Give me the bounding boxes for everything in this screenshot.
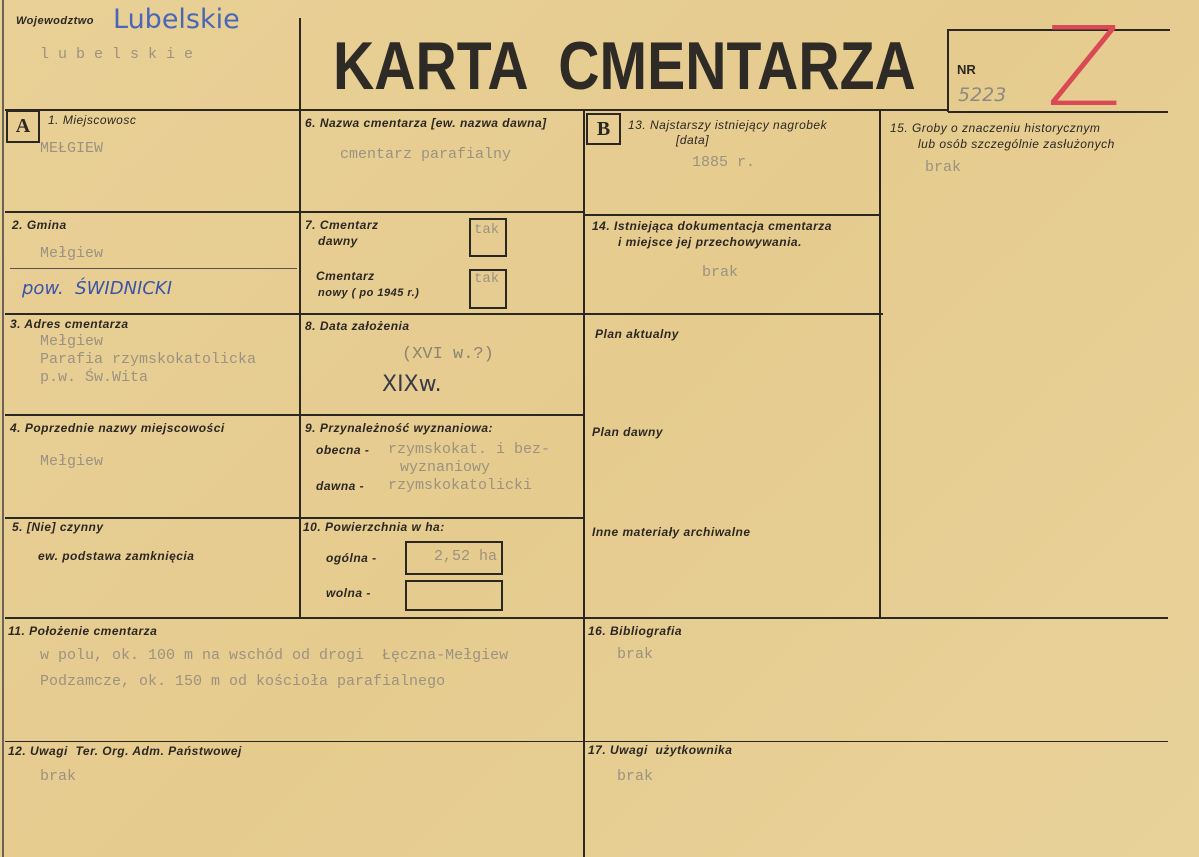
page-title: KARTA CMENTARZA <box>333 28 916 104</box>
field-16-label: 16. Bibliografia <box>588 624 683 638</box>
other-materials-label: Inne materiały archiwalne <box>592 525 751 539</box>
field-2-label: 2. Gmina <box>12 218 67 232</box>
plan-current-label: Plan aktualny <box>595 327 679 341</box>
field-4-value: Mełgiew <box>40 453 104 470</box>
divider <box>5 517 583 519</box>
field-11-line: Podzamcze, ok. 150 m od kościoła parafialnego <box>40 673 446 690</box>
divider <box>5 211 583 213</box>
divider <box>5 617 1168 619</box>
section-a-badge: A <box>6 110 40 143</box>
field-9-current-value2: wyznaniowy <box>400 459 491 476</box>
field-13-label2: [data] <box>676 133 710 147</box>
field-11-line: w polu, ok. 100 m na wschód od drogi Łęczna-Mełgiew <box>40 647 509 664</box>
field-8-handwritten: XIXw. <box>382 372 442 397</box>
divider <box>10 268 297 269</box>
field-3-label: 3. Adres cmentarza <box>10 317 129 331</box>
field-12-label: 12. Uwagi Ter. Org. Adm. Państwowej <box>8 744 242 758</box>
field-8-typed: (XVI w.?) <box>402 345 494 364</box>
new-cemetery-value: tak <box>474 271 500 287</box>
field-11-label: 11. Położenie cmentarza <box>8 624 158 638</box>
new-cemetery-checkbox[interactable] <box>469 269 507 309</box>
red-mark: Z <box>1046 3 1122 131</box>
wojewodztwo-stamp: Lubelskie <box>113 4 240 35</box>
field-7-old-label2: dawny <box>318 234 358 248</box>
total-area-value: 2,52 ha <box>433 548 497 565</box>
divider <box>879 110 881 618</box>
field-12-value: brak <box>40 768 77 785</box>
field-2-powiat: pow. ŚWIDNICKI <box>22 278 173 299</box>
field-9-current-label: obecna - <box>316 443 370 457</box>
field-3-line: Mełgiew <box>40 333 104 350</box>
nr-value: 5223 <box>958 84 1007 106</box>
field-14-label: 14. Istniejąca dokumentacja cmentarza <box>592 219 832 233</box>
field-10-label: 10. Powierzchnia w ha: <box>303 520 445 534</box>
free-area-field[interactable] <box>405 580 503 611</box>
field-7-old-label: 7. Cmentarz <box>305 218 379 232</box>
section-b-badge: B <box>586 113 621 145</box>
field-13-value: 1885 r. <box>692 154 756 171</box>
field-15-value: brak <box>925 159 962 176</box>
field-10-total-label: ogólna - <box>326 551 377 565</box>
field-6-value: cmentarz parafialny <box>340 146 512 163</box>
field-14-value: brak <box>702 264 739 281</box>
field-4-label: 4. Poprzednie nazwy miejscowości <box>10 421 225 435</box>
field-2-value: Mełgiew <box>40 245 104 262</box>
nr-label: NR <box>957 62 976 77</box>
divider <box>5 313 883 315</box>
field-16-value: brak <box>617 646 654 663</box>
divider <box>947 29 949 112</box>
field-9-label: 9. Przynależność wyznaniowa: <box>305 421 494 435</box>
plan-old-label: Plan dawny <box>592 425 664 439</box>
field-17-value: brak <box>617 768 654 785</box>
field-9-former-label: dawna - <box>316 479 365 493</box>
total-area-field[interactable] <box>405 541 503 575</box>
wojewodztwo-typed: l u b e l s k i e <box>40 46 194 63</box>
wojewodztwo-label: Wojewodztwo <box>16 15 95 27</box>
field-17-label: 17. Uwagi użytkownika <box>588 743 733 757</box>
field-1-label: 1. Miejscowosc <box>48 113 137 127</box>
field-15-label2: lub osób szczególnie zasłużonych <box>918 137 1115 151</box>
field-1-value: MEŁGIEW <box>40 140 104 157</box>
card-edge <box>2 0 4 857</box>
field-5-label: 5. [Nie] czynny <box>12 520 104 534</box>
old-cemetery-checkbox[interactable] <box>469 218 507 257</box>
field-7-new-label: Cmentarz <box>316 269 375 283</box>
field-14-label2: i miejsce jej przechowywania. <box>618 235 802 249</box>
field-9-former-value: rzymskokatolicki <box>388 477 533 494</box>
field-9-current-value: rzymskokat. i bez- <box>388 441 551 458</box>
divider <box>583 214 880 216</box>
divider <box>299 18 301 618</box>
divider <box>5 414 583 416</box>
divider <box>583 110 585 857</box>
field-13-label: 13. Najstarszy istniejący nagrobek <box>628 118 828 132</box>
field-3-line: Parafia rzymskokatolicka <box>40 351 257 368</box>
divider <box>5 741 1168 742</box>
divider <box>5 109 948 111</box>
field-10-free-label: wolna - <box>326 586 371 600</box>
field-8-label: 8. Data założenia <box>305 319 410 333</box>
field-15-label: 15. Groby o znaczeniu historycznym <box>890 121 1101 135</box>
field-7-new-label2: nowy ( po 1945 r.) <box>318 287 420 299</box>
field-6-label: 6. Nazwa cmentarza [ew. nazwa dawna] <box>305 116 547 130</box>
field-3-line: p.w. Św.Wita <box>40 369 149 386</box>
field-5-sublabel: ew. podstawa zamknięcia <box>38 549 195 563</box>
old-cemetery-value: tak <box>474 222 500 238</box>
